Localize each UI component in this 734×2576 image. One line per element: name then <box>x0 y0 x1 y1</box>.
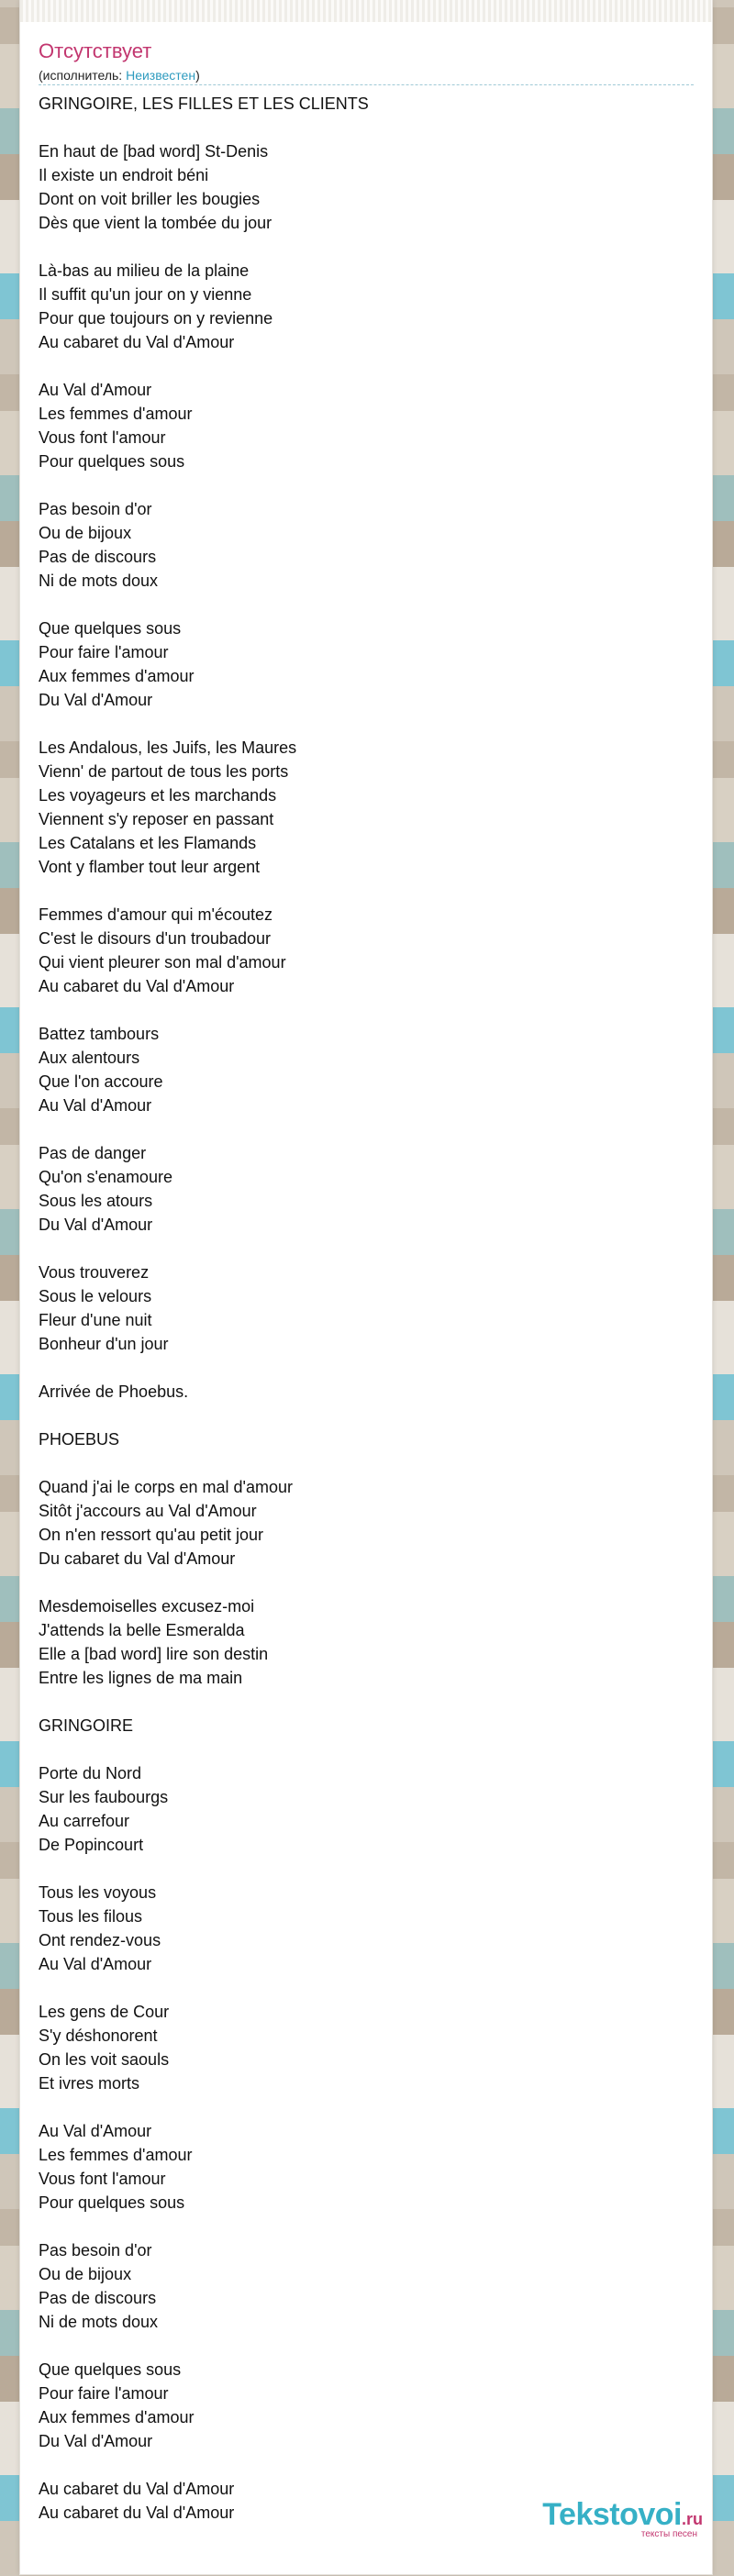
lyrics-line: Pour quelques sous <box>39 452 185 471</box>
lyrics-line: C'est le disours d'un troubadour <box>39 929 272 948</box>
lyrics-blank-line <box>39 473 681 497</box>
lyrics-blank-line <box>39 1117 681 1141</box>
lyrics-line: Au cabaret du Val d'Amour <box>39 2504 235 2522</box>
lyrics-line: En haut de [bad word] St-Denis <box>39 142 269 161</box>
lyrics-line: Au Val d'Amour <box>39 1096 152 1115</box>
lyrics-line: Vienn' de partout de tous les ports <box>39 762 289 781</box>
lyrics-sheet <box>20 0 712 2574</box>
lyrics-blank-line <box>39 712 681 736</box>
lyrics-line: On les voit saouls <box>39 2050 170 2069</box>
lyrics-line: Au Val d'Amour <box>39 2122 152 2140</box>
lyrics-line: Elle a [bad word] lire son destin <box>39 1645 269 1663</box>
lyrics-line: Les femmes d'amour <box>39 2146 193 2164</box>
lyrics-line: Vous trouverez <box>39 1263 150 1282</box>
lyrics-line: Bonheur d'un jour <box>39 1335 169 1353</box>
lyrics-line: Qu'on s'enamoure <box>39 1168 172 1186</box>
artist-line <box>39 67 200 83</box>
lyrics-line: Là-bas au milieu de la plaine <box>39 261 250 280</box>
lyrics-blank-line <box>39 235 681 259</box>
lyrics-line: Viennent s'y reposer en passant <box>39 810 274 828</box>
lyrics-line: Mesdemoiselles excusez-moi <box>39 1597 255 1616</box>
lyrics-line: GRINGOIRE <box>39 1716 134 1735</box>
lyrics-line: Du Val d'Amour <box>39 1216 153 1234</box>
lyrics-line: Ni de mots doux <box>39 2313 159 2331</box>
lyrics-body <box>39 92 681 2525</box>
logo-name: Tekstovoi <box>542 2497 682 2532</box>
lyrics-blank-line <box>39 1451 681 1475</box>
lyrics-line: Pas de discours <box>39 548 157 566</box>
lyrics-line: Du cabaret du Val d'Amour <box>39 1549 236 1568</box>
lyrics-line: Tous les voyous <box>39 1883 157 1902</box>
lyrics-line: Dès que vient la tombée du jour <box>39 214 272 232</box>
lyrics-blank-line <box>39 1976 681 2000</box>
site-logo[interactable] <box>542 2497 703 2539</box>
lyrics-line: Il suffit qu'un jour on y vienne <box>39 285 252 304</box>
lyrics-blank-line <box>39 1571 681 1594</box>
lyrics-line: Les femmes d'amour <box>39 405 193 423</box>
lyrics-blank-line <box>39 1237 681 1260</box>
lyrics-line: Et ivres morts <box>39 2074 140 2093</box>
lyrics-line: Entre les lignes de ma main <box>39 1669 243 1687</box>
lyrics-line: Aux alentours <box>39 1049 140 1067</box>
lyrics-line: Il existe un endroit béni <box>39 166 209 184</box>
lyrics-line: Ont rendez-vous <box>39 1931 161 1949</box>
lyrics-blank-line <box>39 593 681 616</box>
lyrics-line: Pas de danger <box>39 1144 147 1162</box>
lyrics-line: Les gens de Cour <box>39 2003 170 2021</box>
lyrics-line: S'y déshonorent <box>39 2026 158 2045</box>
lyrics-blank-line <box>39 1690 681 1714</box>
lyrics-line: Les Andalous, les Juifs, les Maures <box>39 738 297 757</box>
lyrics-line: Que l'on accoure <box>39 1072 163 1091</box>
lyrics-line: Vont y flamber tout leur argent <box>39 858 261 876</box>
lyrics-line: Au cabaret du Val d'Amour <box>39 333 235 351</box>
lyrics-line: Pour faire l'amour <box>39 2384 169 2403</box>
lyrics-line: Au Val d'Amour <box>39 1955 152 1973</box>
lyrics-line: Quand j'ai le corps en mal d'amour <box>39 1478 294 1496</box>
lyrics-line: Sitôt j'accours au Val d'Amour <box>39 1502 257 1520</box>
logo-tld: .ru <box>681 2510 703 2528</box>
lyrics-line: Au carrefour <box>39 1812 130 1830</box>
lyrics-line: Dont on voit briller les bougies <box>39 190 261 208</box>
lyrics-line: GRINGOIRE, LES FILLES ET LES CLIENTS <box>39 94 369 113</box>
lyrics-blank-line <box>39 2453 681 2477</box>
lyrics-line: Pour que toujours on y revienne <box>39 309 273 328</box>
lyrics-blank-line <box>39 879 681 903</box>
lyrics-line: Aux femmes d'amour <box>39 2408 195 2426</box>
title-divider <box>39 84 694 85</box>
lyrics-line: Ou de bijoux <box>39 524 132 542</box>
lyrics-line: Les voyageurs et les marchands <box>39 786 277 805</box>
lyrics-line: Du Val d'Amour <box>39 2432 153 2450</box>
lyrics-line: J'attends la belle Esmeralda <box>39 1621 245 1639</box>
lyrics-line: Pas de discours <box>39 2289 157 2307</box>
lyrics-blank-line <box>39 1404 681 1427</box>
lyrics-line: Du Val d'Amour <box>39 691 153 709</box>
lyrics-line: Fleur d'une nuit <box>39 1311 152 1329</box>
lyrics-blank-line <box>39 116 681 139</box>
artist-prefix: (исполнитель: <box>39 68 127 83</box>
lyrics-blank-line <box>39 1738 681 1761</box>
lyrics-line: Ou de bijoux <box>39 2265 132 2283</box>
lyrics-line: Aux femmes d'amour <box>39 667 195 685</box>
lyrics-line: Sur les faubourgs <box>39 1788 169 1806</box>
artist-suffix: ) <box>195 68 200 83</box>
lyrics-blank-line <box>39 1857 681 1881</box>
lyrics-line: Vous font l'amour <box>39 2170 166 2188</box>
lyrics-line: Porte du Nord <box>39 1764 142 1782</box>
lyrics-line: Arrivée de Phoebus. <box>39 1382 189 1401</box>
lyrics-blank-line <box>39 998 681 1022</box>
lyrics-blank-line <box>39 354 681 378</box>
artist-link[interactable]: Неизвестен <box>126 68 196 83</box>
lyrics-line: Battez tambours <box>39 1025 160 1043</box>
lyrics-line: Qui vient pleurer son mal d'amour <box>39 953 286 972</box>
lyrics-blank-line <box>39 2095 681 2119</box>
lyrics-line: De Popincourt <box>39 1836 144 1854</box>
lyrics-line: Femmes d'amour qui m'écoutez <box>39 905 272 924</box>
lyrics-line: Vous font l'amour <box>39 428 166 447</box>
lyrics-line: Pour quelques sous <box>39 2193 185 2212</box>
lyrics-blank-line <box>39 2334 681 2358</box>
lyrics-blank-line <box>39 2215 681 2238</box>
lyrics-line: PHOEBUS <box>39 1430 120 1449</box>
lyrics-line: On n'en ressort qu'au petit jour <box>39 1526 264 1544</box>
lyrics-line: Sous le velours <box>39 1287 152 1305</box>
lyrics-blank-line <box>39 1356 681 1380</box>
lyrics-line: Tous les filous <box>39 1907 143 1926</box>
lyrics-line: Que quelques sous <box>39 2360 182 2379</box>
lyrics-line: Sous les atours <box>39 1192 153 1210</box>
lyrics-line: Au cabaret du Val d'Amour <box>39 977 235 995</box>
lyrics-line: Pour faire l'amour <box>39 643 169 661</box>
lyrics-line: Pas besoin d'or <box>39 2241 152 2260</box>
song-title: Отсутствует <box>39 39 152 62</box>
lyrics-line: Que quelques sous <box>39 619 182 638</box>
lyrics-line: Au cabaret du Val d'Amour <box>39 2480 235 2498</box>
logo-tagline: тексты песен <box>640 2529 697 2539</box>
lyrics-line: Les Catalans et les Flamands <box>39 834 257 852</box>
lyrics-line: Ni de mots doux <box>39 572 159 590</box>
lyrics-line: Au Val d'Amour <box>39 381 152 399</box>
lyrics-line: Pas besoin d'or <box>39 500 152 518</box>
